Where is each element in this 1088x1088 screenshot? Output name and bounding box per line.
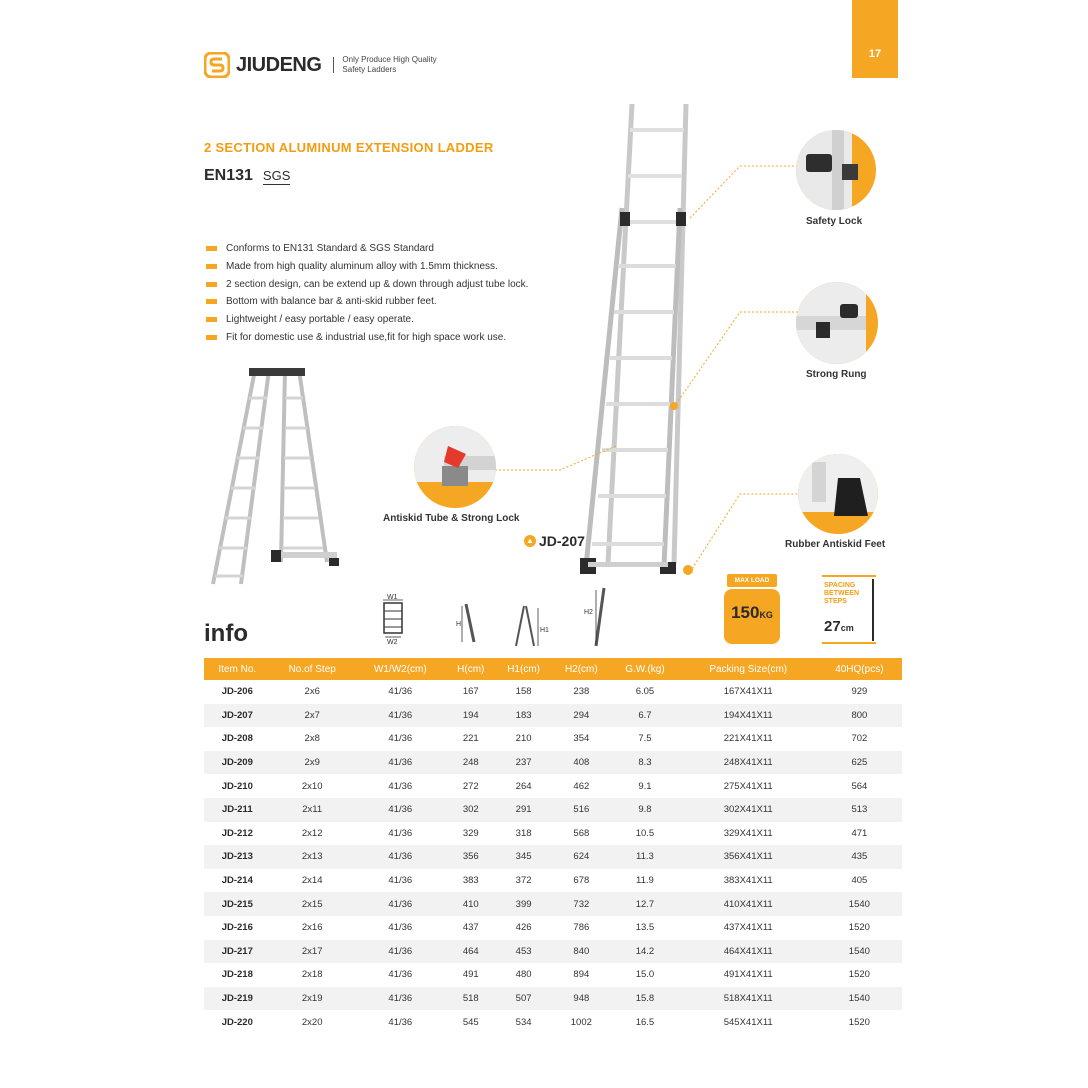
column-header: No.of Step xyxy=(271,658,354,680)
item-number-cell: JD-215 xyxy=(204,892,271,916)
table-cell: 41/36 xyxy=(354,845,447,869)
table-row xyxy=(204,680,902,704)
table-cell: 435 xyxy=(817,845,902,869)
table-cell: 356 xyxy=(447,845,495,869)
table-cell: 15.8 xyxy=(610,987,679,1011)
table-cell: 1540 xyxy=(817,940,902,964)
table-cell: 408 xyxy=(552,751,610,775)
feature-item: Fit for domestic use & industrial use,fit for high space work use. xyxy=(206,328,528,346)
table-cell: 2x7 xyxy=(271,704,354,728)
table-cell: 11.9 xyxy=(636,875,654,887)
item-number-cell: JD-214 xyxy=(221,875,253,887)
table-cell: 2x18 xyxy=(301,969,323,981)
table-cell: 41/36 xyxy=(388,733,413,745)
table-cell: 194 xyxy=(447,704,495,728)
feature-item: Lightweight / easy portable / easy operate. xyxy=(206,311,528,329)
table-cell: 1520 xyxy=(848,922,870,934)
table-cell: 399 xyxy=(495,892,553,916)
item-number-cell: JD-209 xyxy=(204,751,271,775)
table-cell: 6.7 xyxy=(610,704,679,728)
table-cell: 410 xyxy=(447,892,495,916)
table-row xyxy=(204,963,902,987)
table-cell: 2x16 xyxy=(301,922,323,934)
antiskid-tube-label: Antiskid Tube & Strong Lock xyxy=(383,513,520,524)
column-header: Packing Size(cm) xyxy=(680,658,817,680)
table-cell: 948 xyxy=(552,987,610,1011)
table-cell: 237 xyxy=(495,751,553,775)
table-cell: 437 xyxy=(462,922,479,934)
feature-item: Made from high quality aluminum alloy with 1.5mm thickness. xyxy=(206,258,528,276)
table-cell: 6.05 xyxy=(635,686,655,698)
table-cell: 383X41X11 xyxy=(723,875,773,887)
table-cell: 167 xyxy=(462,686,479,698)
table-row xyxy=(204,822,902,846)
item-number-cell: JD-210 xyxy=(221,780,253,792)
table-cell: 426 xyxy=(515,922,532,934)
table-cell: 2x8 xyxy=(304,733,320,745)
table-cell: 9.8 xyxy=(610,798,679,822)
table-cell: 405 xyxy=(851,875,868,887)
column-header: W1/W2(cm) xyxy=(354,658,447,680)
table-cell: 275X41X11 xyxy=(723,780,773,792)
table-cell: 10.5 xyxy=(635,827,655,839)
table-row xyxy=(204,892,902,916)
table-cell: 471 xyxy=(851,827,868,839)
table-cell: 2x12 xyxy=(301,827,323,839)
table-cell: 248X41X11 xyxy=(680,751,817,775)
item-number-cell: JD-219 xyxy=(204,987,271,1011)
table-cell: 41/36 xyxy=(354,987,447,1011)
feature-item: 2 section design, can be extend up & down through adjust tube lock. xyxy=(206,275,528,293)
table-cell: 11.3 xyxy=(610,845,679,869)
antiskid-tube-detail-image xyxy=(414,426,496,508)
table-row xyxy=(204,1010,902,1034)
a-frame-height-icon xyxy=(512,604,552,648)
feature-item: Conforms to EN131 Standard & SGS Standard xyxy=(206,240,528,258)
table-cell: 14.2 xyxy=(610,940,679,964)
spacing-bottom-line xyxy=(822,642,876,644)
item-number-cell: JD-216 xyxy=(221,922,253,934)
w2-label: W2 xyxy=(387,639,398,645)
table-cell: 462 xyxy=(573,780,590,792)
item-number-cell: JD-218 xyxy=(221,969,253,981)
arrow-up-icon: ▲ xyxy=(524,535,536,547)
table-cell: 356X41X11 xyxy=(680,845,817,869)
table-cell: 2x11 xyxy=(271,798,354,822)
max-load-unit: KG xyxy=(759,610,773,620)
table-cell: 732 xyxy=(552,892,610,916)
table-row xyxy=(204,774,902,798)
table-cell: 2x14 xyxy=(301,875,323,887)
table-cell: 41/36 xyxy=(388,875,413,887)
table-cell: 329 xyxy=(462,827,479,839)
spacing-top-line xyxy=(822,575,876,577)
table-cell: 238 xyxy=(573,686,590,698)
column-header: H1(cm) xyxy=(495,658,553,680)
table-cell: 345 xyxy=(495,845,553,869)
table-cell: 568 xyxy=(573,827,590,839)
table-cell: 516 xyxy=(552,798,610,822)
table-row xyxy=(204,869,902,893)
standard-sgs: SGS xyxy=(262,168,291,183)
table-cell: 625 xyxy=(817,751,902,775)
table-cell: 786 xyxy=(573,922,590,934)
table-cell: 464 xyxy=(447,940,495,964)
table-row xyxy=(204,940,902,964)
h-label: H xyxy=(456,621,462,628)
rubber-feet-detail-image xyxy=(798,454,878,534)
table-cell: 41/36 xyxy=(388,780,413,792)
table-cell: 437X41X11 xyxy=(723,922,773,934)
table-cell: 800 xyxy=(817,704,902,728)
table-cell: 294 xyxy=(552,704,610,728)
table-cell: 2x9 xyxy=(271,751,354,775)
item-number-cell: JD-217 xyxy=(204,940,271,964)
table-cell: 894 xyxy=(573,969,590,981)
table-cell: 1520 xyxy=(848,1016,870,1028)
table-cell: 12.7 xyxy=(610,892,679,916)
table-cell: 518X41X11 xyxy=(680,987,817,1011)
column-header: Item No. xyxy=(204,658,271,680)
width-dimension-icon xyxy=(378,593,408,645)
table-cell: 41/36 xyxy=(354,704,447,728)
table-row xyxy=(204,916,902,940)
spacing-value: 27cm xyxy=(824,618,854,635)
info-heading: info xyxy=(204,620,248,647)
table-cell: 9.1 xyxy=(638,780,652,792)
item-number-cell: JD-220 xyxy=(221,1016,253,1028)
table-row xyxy=(204,704,902,728)
table-row xyxy=(204,727,902,751)
height-dimension-icon xyxy=(454,602,480,646)
h2-label: H2 xyxy=(584,609,593,616)
table-cell: 383 xyxy=(462,875,479,887)
table-cell: 2x17 xyxy=(271,940,354,964)
table-cell: 1540 xyxy=(817,987,902,1011)
table-row xyxy=(204,987,902,1011)
item-number-cell: JD-207 xyxy=(204,704,271,728)
table-cell: 518 xyxy=(447,987,495,1011)
table-cell: 41/36 xyxy=(354,798,447,822)
table-cell: 264 xyxy=(515,780,532,792)
table-cell: 221 xyxy=(462,733,479,745)
column-header: H(cm) xyxy=(447,658,495,680)
table-cell: 41/36 xyxy=(388,827,413,839)
table-cell: 158 xyxy=(515,686,532,698)
table-cell: 2x13 xyxy=(271,845,354,869)
table-cell: 41/36 xyxy=(354,751,447,775)
table-cell: 41/36 xyxy=(388,1016,413,1028)
table-cell: 545 xyxy=(462,1016,479,1028)
item-number-cell: JD-208 xyxy=(221,733,253,745)
table-cell: 167X41X11 xyxy=(723,686,773,698)
table-cell: 2x20 xyxy=(301,1016,323,1028)
safety-lock-detail-image xyxy=(796,130,876,210)
table-cell: 329X41X11 xyxy=(723,827,773,839)
table-cell: 564 xyxy=(851,780,868,792)
item-number-cell: JD-212 xyxy=(221,827,253,839)
step-spacing-badge xyxy=(822,575,876,645)
table-cell: 507 xyxy=(495,987,553,1011)
table-cell: 272 xyxy=(462,780,479,792)
extended-height-icon xyxy=(584,586,614,648)
brand-name: JIUDENG xyxy=(236,53,322,76)
table-row xyxy=(204,751,902,775)
max-load-value-box xyxy=(724,589,780,644)
max-load-badge xyxy=(724,574,780,644)
table-cell: 2x6 xyxy=(304,686,320,698)
table-body xyxy=(204,680,902,1034)
spacing-bar xyxy=(872,579,874,641)
table-cell: 1540 xyxy=(817,892,902,916)
table-cell: 840 xyxy=(552,940,610,964)
column-header: G.W.(kg) xyxy=(610,658,679,680)
table-cell: 41/36 xyxy=(354,892,447,916)
table-cell: 480 xyxy=(515,969,532,981)
table-cell: 702 xyxy=(851,733,868,745)
item-number-cell: JD-211 xyxy=(204,798,271,822)
table-row xyxy=(204,845,902,869)
table-cell: 624 xyxy=(552,845,610,869)
table-cell: 545X41X11 xyxy=(723,1016,773,1028)
model-number: JD-207 xyxy=(539,533,585,549)
table-cell: 41/36 xyxy=(354,940,447,964)
table-cell: 13.5 xyxy=(635,922,655,934)
table-cell: 194X41X11 xyxy=(680,704,817,728)
table-cell: 513 xyxy=(817,798,902,822)
strong-rung-detail-image xyxy=(796,282,878,364)
table-row xyxy=(204,798,902,822)
table-cell: 248 xyxy=(447,751,495,775)
table-cell: 1002 xyxy=(570,1016,592,1028)
table-cell: 2x10 xyxy=(301,780,323,792)
table-cell: 318 xyxy=(515,827,532,839)
table-cell: 15.0 xyxy=(635,969,655,981)
page-number: 17 xyxy=(868,48,882,60)
brand-tagline-line2: Safety Ladders xyxy=(342,65,397,74)
table-cell: 302X41X11 xyxy=(680,798,817,822)
table-cell: 929 xyxy=(851,686,868,698)
table-cell: 183 xyxy=(495,704,553,728)
table-cell: 1520 xyxy=(848,969,870,981)
strong-rung-label: Strong Rung xyxy=(806,369,867,380)
table-cell: 8.3 xyxy=(610,751,679,775)
standard-en131: EN131 xyxy=(204,167,253,184)
table-cell: 7.5 xyxy=(638,733,652,745)
table-cell: 41/36 xyxy=(388,922,413,934)
table-cell: 302 xyxy=(447,798,495,822)
table-cell: 534 xyxy=(515,1016,532,1028)
table-cell: 354 xyxy=(573,733,590,745)
feature-item: Bottom with balance bar & anti-skid rubber feet. xyxy=(206,293,528,311)
h1-label: H1 xyxy=(540,627,549,634)
item-number-cell: JD-206 xyxy=(221,686,253,698)
column-header: H2(cm) xyxy=(552,658,610,680)
table-cell: 491X41X11 xyxy=(723,969,773,981)
spacing-caption: SPACING BETWEEN STEPS xyxy=(824,582,859,605)
item-number-cell: JD-213 xyxy=(204,845,271,869)
table-cell: 291 xyxy=(495,798,553,822)
w1-label: W1 xyxy=(387,594,398,601)
table-cell: 210 xyxy=(515,733,532,745)
table-cell: 453 xyxy=(495,940,553,964)
table-cell: 221X41X11 xyxy=(723,733,773,745)
table-cell: 372 xyxy=(515,875,532,887)
table-cell: 491 xyxy=(462,969,479,981)
table-header-row xyxy=(204,658,902,680)
brand-tagline-line1: Only Produce High Quality xyxy=(342,55,437,64)
table-cell: 2x15 xyxy=(271,892,354,916)
max-load-caption: MAX LOAD xyxy=(727,574,777,587)
max-load-value: 150 xyxy=(731,603,760,622)
model-tag xyxy=(524,533,585,549)
table-cell: 464X41X11 xyxy=(680,940,817,964)
specification-table xyxy=(204,658,902,1034)
safety-lock-label: Safety Lock xyxy=(806,216,863,227)
product-title: 2 SECTION ALUMINUM EXTENSION LADDER xyxy=(204,140,494,155)
rubber-feet-label: Rubber Antiskid Feet xyxy=(785,539,886,550)
column-header: 40HQ(pcs) xyxy=(817,658,902,680)
table-cell: 41/36 xyxy=(388,969,413,981)
table-cell: 41/36 xyxy=(388,686,413,698)
table-cell: 2x19 xyxy=(271,987,354,1011)
table-cell: 678 xyxy=(573,875,590,887)
table-cell: 410X41X11 xyxy=(680,892,817,916)
table-cell: 16.5 xyxy=(635,1016,655,1028)
